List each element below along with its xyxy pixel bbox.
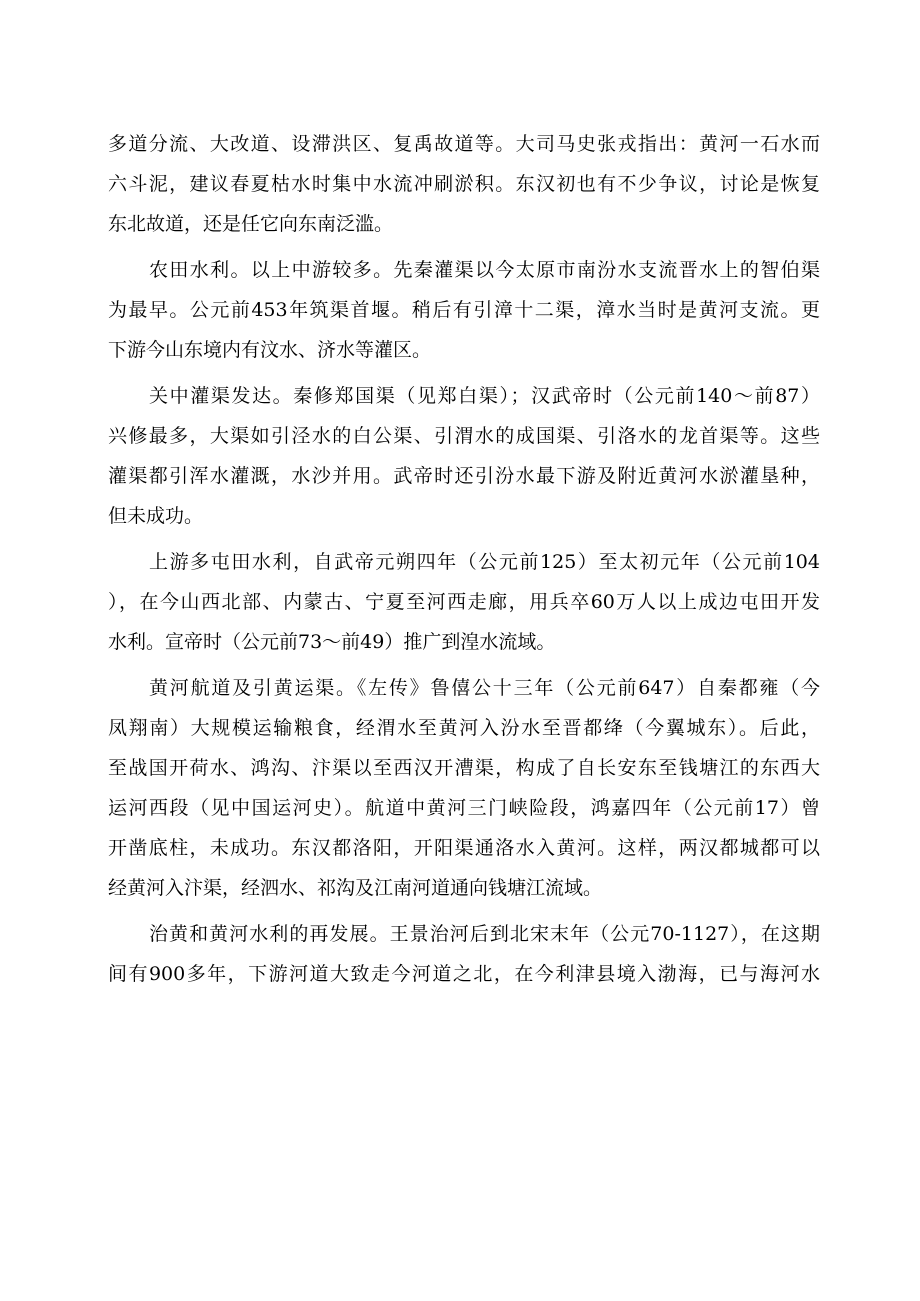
text-line: 关中灌渠发达。秦修郑国渠（见郑白渠）；汉武帝时（公元前140～前87） — [149, 385, 820, 407]
paragraph — [108, 250, 820, 370]
text-line: 黄河航道及引黄运渠。《左传》鲁僖公十三年（公元前647）自秦都雍（今 — [149, 677, 820, 699]
text-line: 至战国开荷水、鸿沟、汴渠以至西汉开漕渠，构成了自长安东至钱塘江的东西大 — [108, 757, 820, 779]
paragraph — [108, 914, 820, 994]
text-line: 水利。宣帝时（公元前73～前49）推广到湟水流域。 — [108, 631, 556, 653]
text-line: 间有900多年，下游河道大致走今河道之北，在今利津县境入渤海，已与海河水 — [108, 963, 820, 985]
text-line: 多道分流、大改道、设滞洪区、复禹故道等。大司马史张戎指出：黄河一石水而 — [108, 133, 820, 155]
text-line: 为最早。公元前453年筑渠首堰。稍后有引漳十二渠，漳水当时是黄河支流。更 — [108, 299, 820, 321]
text-line: 兴修最多，大渠如引泾水的白公渠、引渭水的成国渠、引洛水的龙首渠等。这些 — [108, 425, 820, 447]
text-line: 六斗泥，建议春夏枯水时集中水流冲刷淤积。东汉初也有不少争议，讨论是恢复 — [108, 173, 820, 195]
text-line: 运河西段（见中国运河史）。航道中黄河三门峡险段，鸿嘉四年（公元前17）曾 — [108, 797, 820, 819]
text-line: 治黄和黄河水利的再发展。王景治河后到北宋末年（公元70-1127），在这期 — [149, 923, 820, 945]
paragraph — [108, 376, 820, 536]
paragraph — [108, 542, 820, 662]
text-line: 下游今山东境内有汶水、济水等灌区。 — [108, 339, 432, 361]
document-page — [108, 124, 820, 1000]
text-line: ），在今山西北部、内蒙古、宁夏至河西走廊，用兵卒60万人以上成边屯田开发 — [108, 591, 820, 613]
paragraph — [108, 124, 820, 244]
text-line: 经黄河入汴渠，经泗水、祁沟及江南河道通向钱塘江流域。 — [108, 877, 603, 899]
text-line: 上游多屯田水利，自武帝元朔四年（公元前125）至太初元年（公元前104 — [149, 551, 820, 573]
text-line: 农田水利。以上中游较多。先秦灌渠以今太原市南汾水支流晋水上的智伯渠 — [149, 259, 820, 281]
text-line: 开凿底柱，未成功。东汉都洛阳，开阳渠通洛水入黄河。这样，两汉都城都可以 — [108, 837, 820, 859]
paragraph — [108, 668, 820, 908]
text-line: 但未成功。 — [108, 505, 204, 527]
text-line: 凤翔南）大规模运输粮食，经渭水至黄河入汾水至晋都绛（今翼城东）。后此， — [108, 717, 820, 739]
text-line: 东北故道，还是任它向东南泛滥。 — [108, 213, 394, 235]
text-line: 灌渠都引浑水灌溉，水沙并用。武帝时还引汾水最下游及附近黄河水淤灌垦种， — [108, 465, 820, 487]
